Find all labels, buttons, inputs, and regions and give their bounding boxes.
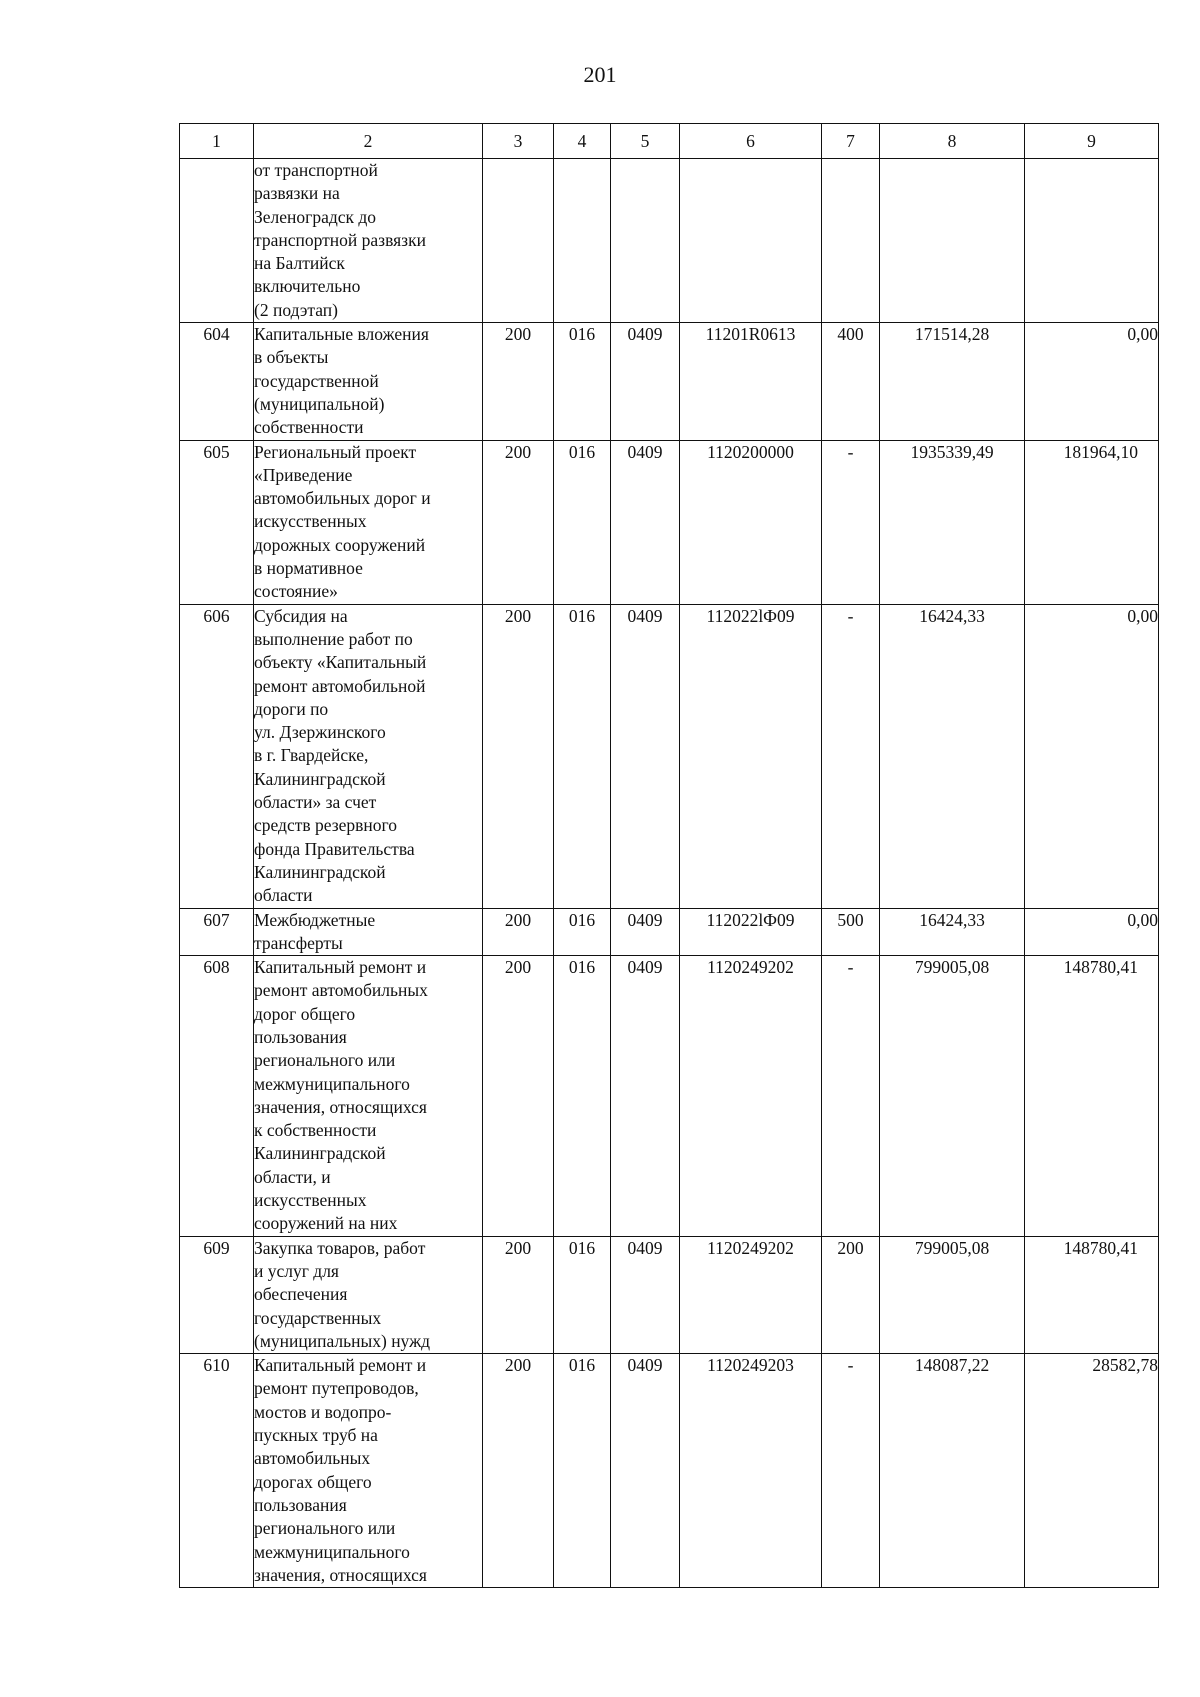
cell-col-4: 016 <box>554 1236 611 1353</box>
header-row <box>180 124 1159 159</box>
cell-col-3: 200 <box>483 956 554 1237</box>
table-row <box>180 159 1159 323</box>
cell-col-3: 200 <box>483 1236 554 1353</box>
cell-col-4: 016 <box>554 908 611 956</box>
cell-col-9: 148780,41 <box>1025 1236 1159 1353</box>
cell-col-5: 0409 <box>611 440 680 604</box>
table-header <box>180 124 1159 159</box>
row-number: 609 <box>180 1236 254 1353</box>
cell-col-3: 200 <box>483 1354 554 1588</box>
row-name: Региональный проект «Приведение автомобильных дорог и искусственных дорожных сооружений в нормативное состояние» <box>254 440 483 604</box>
cell-col-9: 0,00 <box>1025 604 1159 908</box>
cell-col-6: 11201R0613 <box>680 323 822 440</box>
cell-col-6: 1120200000 <box>680 440 822 604</box>
row-number: 610 <box>180 1354 254 1588</box>
table-row <box>180 323 1159 440</box>
cell-col-4: 016 <box>554 956 611 1237</box>
cell-col-6: 1120249203 <box>680 1354 822 1588</box>
cell-col-6: 1120249202 <box>680 956 822 1237</box>
row-name: Капитальный ремонт и ремонт автомобильных дорог общего пользования регионального или межмуниципального значения, относящихся к собственности Калининградской области, и искусственных сооружений на них <box>254 956 483 1237</box>
header-col-4: 4 <box>554 124 611 159</box>
cell-col-5: 0409 <box>611 1354 680 1588</box>
cell-col-6: 1120249202 <box>680 1236 822 1353</box>
cell-col-8: 16424,33 <box>880 908 1025 956</box>
cell-col-4: 016 <box>554 1354 611 1588</box>
header-col-7: 7 <box>822 124 880 159</box>
cell-col-3: 200 <box>483 604 554 908</box>
cell-col-7: - <box>822 956 880 1237</box>
cell-col-6: 112022lФ09 <box>680 908 822 956</box>
cell-col-7: 400 <box>822 323 880 440</box>
cell-col-4: 016 <box>554 440 611 604</box>
header-col-8: 8 <box>880 124 1025 159</box>
cell-col-5 <box>611 159 680 323</box>
cell-col-5: 0409 <box>611 1236 680 1353</box>
cell-col-3: 200 <box>483 908 554 956</box>
cell-col-4 <box>554 159 611 323</box>
cell-col-6: 112022lФ09 <box>680 604 822 908</box>
row-name: Капитальный ремонт и ремонт путепроводов, мостов и водопро- пускных труб на автомобильных дорогах общего пользования регионального или межмуниципального значения, относящихся <box>254 1354 483 1588</box>
cell-col-8 <box>880 159 1025 323</box>
cell-col-9: 181964,10 <box>1025 440 1159 604</box>
cell-col-7: - <box>822 440 880 604</box>
cell-col-7: - <box>822 1354 880 1588</box>
cell-col-3 <box>483 159 554 323</box>
cell-col-7: 200 <box>822 1236 880 1353</box>
row-name: от транспортной развязки на Зеленоградск до транспортной развязки на Балтийск включительно (2 подэтап) <box>254 159 483 323</box>
cell-col-5: 0409 <box>611 604 680 908</box>
cell-col-8: 799005,08 <box>880 1236 1025 1353</box>
row-number: 607 <box>180 908 254 956</box>
table-row <box>180 908 1159 956</box>
cell-col-7: 500 <box>822 908 880 956</box>
cell-col-7: - <box>822 604 880 908</box>
row-name: Межбюджетные трансферты <box>254 908 483 956</box>
cell-col-5: 0409 <box>611 908 680 956</box>
cell-col-5: 0409 <box>611 323 680 440</box>
table-body <box>180 159 1159 1588</box>
page-number: 201 <box>583 62 617 87</box>
row-name: Закупка товаров, работ и услуг для обеспечения государственных (муниципальных) нужд <box>254 1236 483 1353</box>
budget-table <box>179 123 1159 1588</box>
header-col-1: 1 <box>180 124 254 159</box>
cell-col-8: 16424,33 <box>880 604 1025 908</box>
cell-col-4: 016 <box>554 323 611 440</box>
header-col-5: 5 <box>611 124 680 159</box>
cell-col-8: 799005,08 <box>880 956 1025 1237</box>
cell-col-8: 1935339,49 <box>880 440 1025 604</box>
row-number <box>180 159 254 323</box>
cell-col-9: 28582,78 <box>1025 1354 1159 1588</box>
cell-col-6 <box>680 159 822 323</box>
header-col-6: 6 <box>680 124 822 159</box>
cell-col-9: 0,00 <box>1025 323 1159 440</box>
table-row <box>180 956 1159 1237</box>
header-col-9: 9 <box>1025 124 1159 159</box>
cell-col-3: 200 <box>483 440 554 604</box>
cell-col-7 <box>822 159 880 323</box>
cell-col-8: 171514,28 <box>880 323 1025 440</box>
cell-col-9: 0,00 <box>1025 908 1159 956</box>
table-row <box>180 604 1159 908</box>
row-number: 608 <box>180 956 254 1237</box>
cell-col-8: 148087,22 <box>880 1354 1025 1588</box>
row-name: Субсидия на выполнение работ по объекту «Капитальный ремонт автомобильной дороги по ул. Дзержинского в г. Гвардейске, Калининградской области» за счет средств резервного фонда Правительства Калининградской области <box>254 604 483 908</box>
row-number: 604 <box>180 323 254 440</box>
cell-col-4: 016 <box>554 604 611 908</box>
row-number: 605 <box>180 440 254 604</box>
row-name: Капитальные вложения в объекты государственной (муниципальной) собственности <box>254 323 483 440</box>
header-col-3: 3 <box>483 124 554 159</box>
cell-col-3: 200 <box>483 323 554 440</box>
table-row <box>180 1354 1159 1588</box>
row-number: 606 <box>180 604 254 908</box>
table-row <box>180 1236 1159 1353</box>
header-col-2: 2 <box>254 124 483 159</box>
cell-col-9: 148780,41 <box>1025 956 1159 1237</box>
cell-col-9 <box>1025 159 1159 323</box>
table-row <box>180 440 1159 604</box>
cell-col-5: 0409 <box>611 956 680 1237</box>
